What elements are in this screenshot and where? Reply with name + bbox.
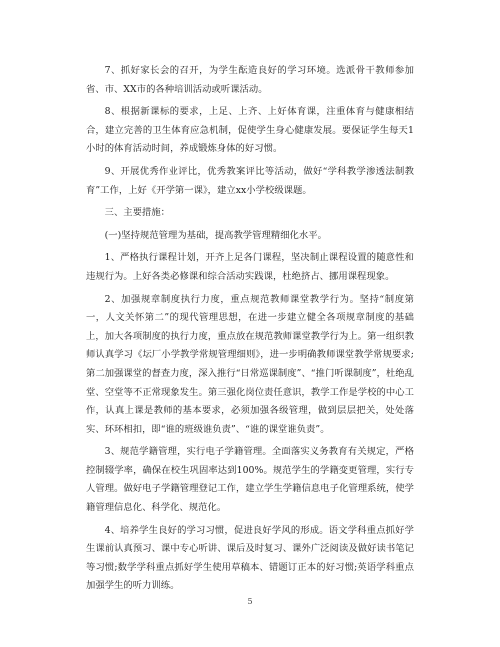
section-heading-measures: 三、主要措施：	[104, 207, 171, 219]
paragraph-item-9: 9、开展优秀作业评比，优秀教案评比等活动，做好“学科教学渗透法制教育”工作，上好《开学第一课》，建立xx小学校级课题。	[86, 165, 414, 196]
measure-item-3: 3、规范学籍管理，实行电子学籍管理。全面落实义务教育有关规定，严格控制辍学率，确保在校生巩固率达到100%。规范学生的学籍变更管理，实行专人管理。做好电子学籍管理登记工作，建立学生学籍信息电子化管理系统，使学籍管理信息化、科学化、规范化。	[86, 446, 414, 514]
measure-item-1: 1、严格执行课程计划，开齐上足各门课程，坚决制止课程设置的随意性和违规行为。上好各类必修课和综合活动实践课，杜绝挤占、挪用课程现象。	[86, 252, 414, 282]
paragraph-item-7: 7、抓好家长会的召开，为学生酝造良好的学习环境。选派骨干教师参加省、市、XX市的各种培训活动或听课活动。	[86, 65, 414, 95]
subsection-heading-management: (一)坚持规范管理为基础，提高教学管理精细化水平。	[104, 229, 327, 241]
measure-item-2: 2、加强规章制度执行力度，重点规范教师课堂教学行为。坚持“制度第一，人文关怀第二”的现代管理思想，在进一步建立健全各项规章制度的基础上，加大各项制度的执行力度，重点放在规范教师课堂教学行为上。第一组织教师认真学习《坛厂小学教学常规管理细则》，进一步明确教师课堂教学常规要求;第二加强课堂的督查力度，深入推行“日常巡课制度”、“推门听课制度”，杜绝乱堂、空堂等不正常现象发生。第三强化岗位责任意识，教学工作是学校的中心工作，认真上课是教师的基本要求，必须加强各级管理，做到层层把关，处处落实、环环相扣，即“谁的班级谁负责”、“谁的课堂谁负责”。	[86, 293, 414, 435]
document-body	[86, 62, 414, 600]
page-number: 5	[247, 597, 253, 606]
measure-item-4: 4、培养学生良好的学习习惯，促进良好学风的形成。语文学科重点抓好学生课前认真预习、课中专心听讲、课后及时复习、课外广泛阅读及做好读书笔记等习惯;数学学科重点抓好学生使用草稿本、错题订正本的好习惯;英语学科重点加强学生的听力训练。	[86, 524, 414, 592]
paragraph-item-8: 8、根据新课标的要求，上足、上齐、上好体育课，注重体育与健康相结合，建立完善的卫生体育应急机制，促使学生身心健康发展。要保证学生每天1小时的体育活动时间，养成锻炼身体的好习惯。	[86, 106, 414, 155]
